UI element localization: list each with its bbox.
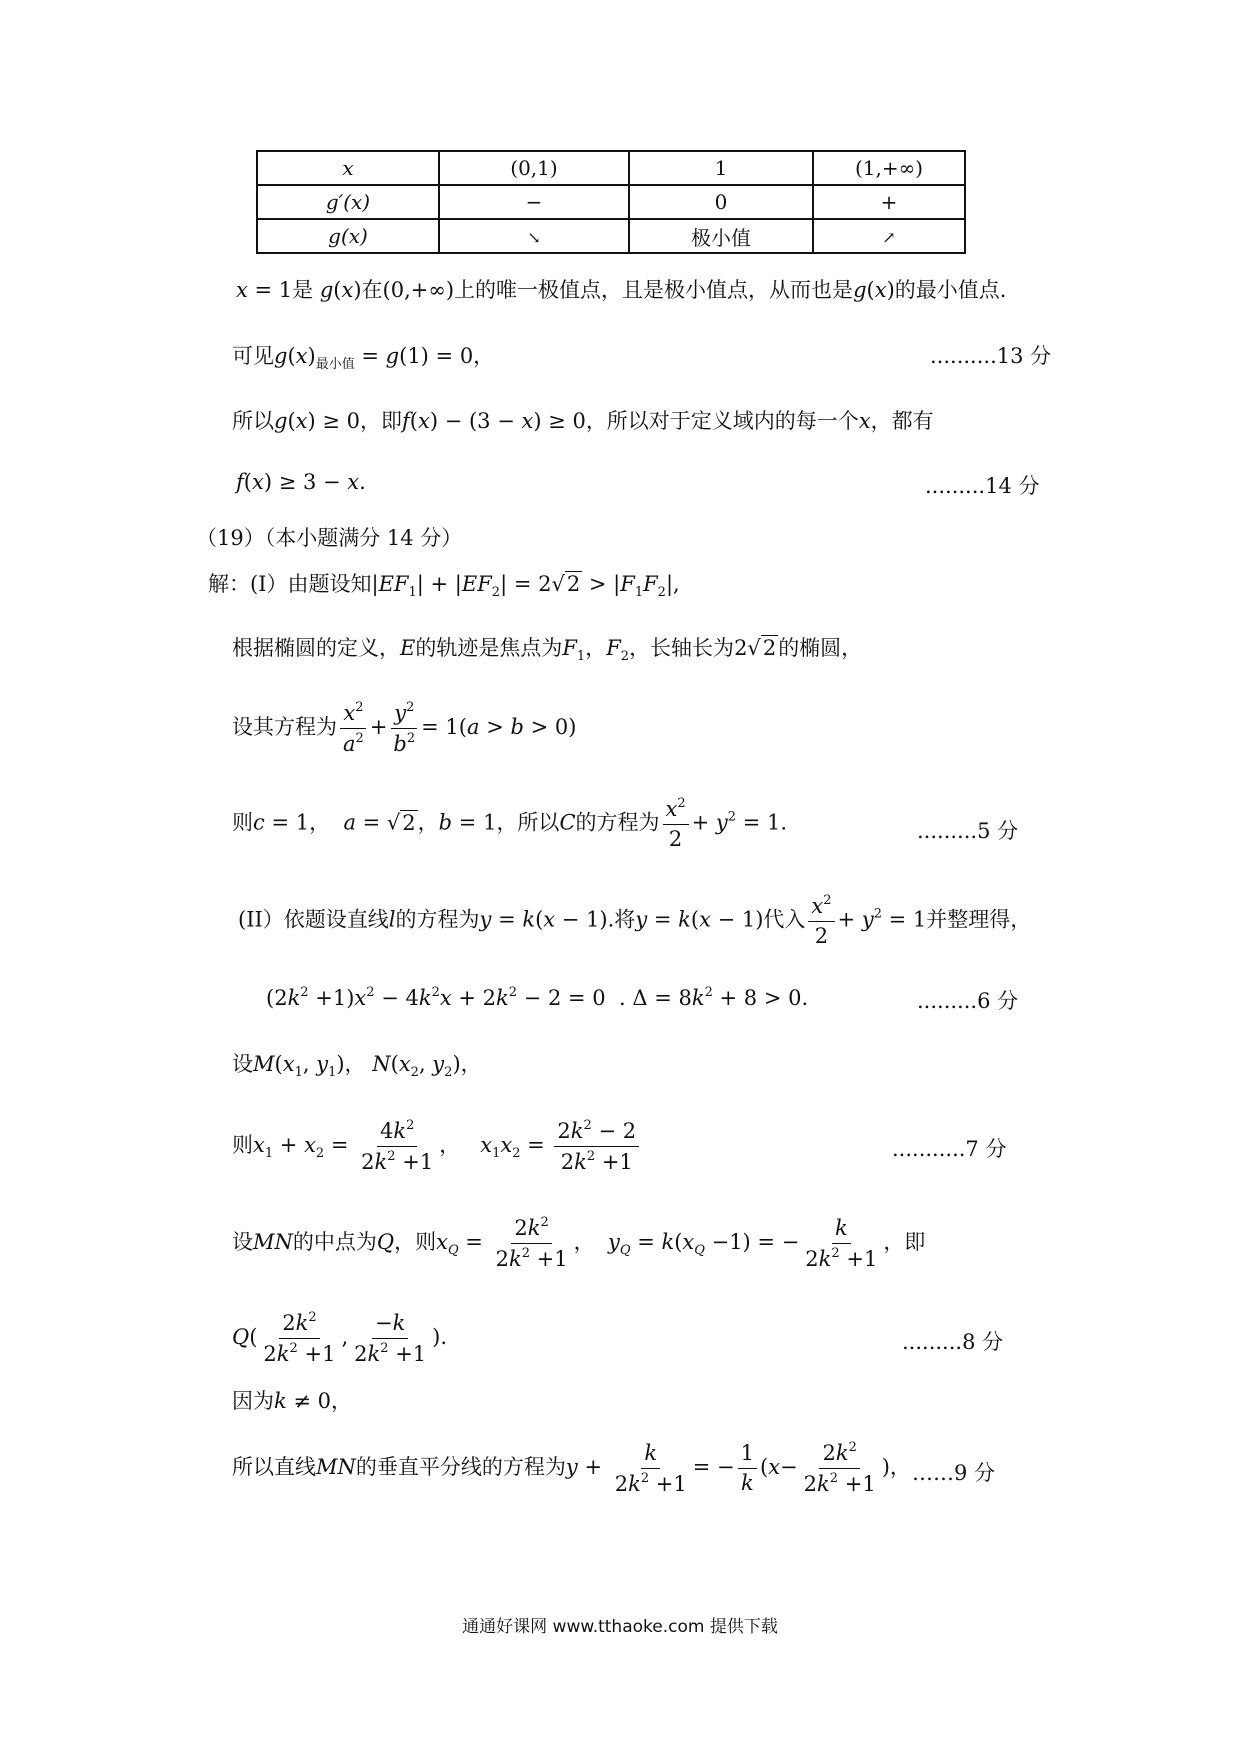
text-line-inequality: f(x) ≥ 3 − x. xyxy=(236,470,366,494)
table-row xyxy=(257,185,965,219)
score-marker: ..........13 分 xyxy=(930,344,1052,368)
table-cell: 1 xyxy=(629,151,813,185)
text-line-extremum: x = 1是 g(x)在(0,+∞)上的唯一极值点，且是极小值点，从而也是g(x)的最小值点. xyxy=(236,278,1007,302)
table-cell: (1,+∞) xyxy=(813,151,965,185)
table-row xyxy=(257,151,965,185)
page-footer: 通通好课网 www.tthaoke.com 提供下载 xyxy=(462,1617,778,1637)
score-marker: .........14 分 xyxy=(925,474,1040,498)
question-heading: （19）（本小题满分 14 分） xyxy=(196,526,463,550)
text-line-quadratic: $(2k^2 +1)x^2 - 4k^2x + 2k^2 - 2 = 0$ . $\Delta = 8k^2 + 8 > 0$. xyxy=(266,985,809,1010)
text-line-parameters: 则c = 1， a = √2，b = 1，所以C的方程为 $\frac{x^2}{2}$ + $y^2 = 1$. xyxy=(232,796,788,852)
text-line-perpendicular-bisector: 所以直线MN的垂直平分线的方程为y + $\frac{k}{2k^2 +1}$ = − $\frac{1}{k}$ (x− $\frac{2k^2}{2k^2 +1}$ )， xyxy=(232,1440,911,1497)
text-line-equation: 设其方程为 $\frac{x^2}{a^2}$ + $\frac{y^2}{b^2}$ = 1(a > b > 0) xyxy=(232,700,577,757)
text-line-because: 因为k ≠ 0， xyxy=(232,1389,353,1413)
text-line-part-two: (II）依题设直线l的方程为y = k(x − 1).将y = k(x − 1)代入 $\frac{x^2}{2}$ + $y^2 = 1$并整理得， xyxy=(238,893,1032,949)
variation-table xyxy=(256,150,966,254)
text-line-ellipse-def: 根据椭圆的定义，E的轨迹是焦点为$F_1$，$F_2$，长轴长为2√2的椭圆， xyxy=(232,636,863,664)
table-cell: g(x) xyxy=(257,219,439,253)
decreasing-arrow-icon: ↘ xyxy=(527,228,541,247)
text-line-min-value: 可见$g(x)_{最小值} = g(1) = 0$， xyxy=(232,344,495,372)
table-cell xyxy=(813,219,965,253)
score-marker: ...........7 分 xyxy=(892,1137,1007,1161)
table-cell: − xyxy=(439,185,629,219)
text-line-points: 设$M(x_1$, $y_1$)， $N(x_2$, $y_2$)， xyxy=(232,1052,482,1080)
score-marker: .........8 分 xyxy=(902,1330,1004,1354)
table-row xyxy=(257,219,965,253)
table-cell: 0 xyxy=(629,185,813,219)
increasing-arrow-icon: ↗ xyxy=(882,228,896,247)
table-cell: x xyxy=(257,151,439,185)
score-marker: .........6 分 xyxy=(917,989,1019,1013)
score-marker: .........5 分 xyxy=(917,819,1019,843)
table-cell: (0,1) xyxy=(439,151,629,185)
text-line-conclusion: 所以g(x) ≥ 0，即f(x) − (3 − x) ≥ 0，所以对于定义域内的每一个x，都有 xyxy=(232,409,934,433)
table-cell: 极小值 xyxy=(629,219,813,253)
table-cell: + xyxy=(813,185,965,219)
solution-intro: 解：(I）由题设知$|EF_1| + |EF_2| = 2√2 > |F_1F_2|$, xyxy=(208,572,680,600)
table-cell xyxy=(439,219,629,253)
table-cell: g′(x) xyxy=(257,185,439,219)
score-marker: ……9 分 xyxy=(912,1461,996,1485)
text-line-q-point: Q( $\frac{2k^2}{2k^2 +1}$ , $\frac{-k}{2k^2 +1}$ ). xyxy=(232,1310,448,1367)
text-line-midpoint: 设MN的中点为Q，则$x_Q$ = $\frac{2k^2}{2k^2 +1}$ ， $y_Q = k(x_Q -1)$ = − $\frac{k}{2k^2 +1}$ ，即 xyxy=(232,1215,926,1272)
text-line-vieta: 则$x_1 + x_2$ = $\frac{4k^2}{2k^2 +1}$ ， $x_1x_2$ = $\frac{2k^2 - 2}{2k^2 +1}$ xyxy=(232,1118,642,1175)
